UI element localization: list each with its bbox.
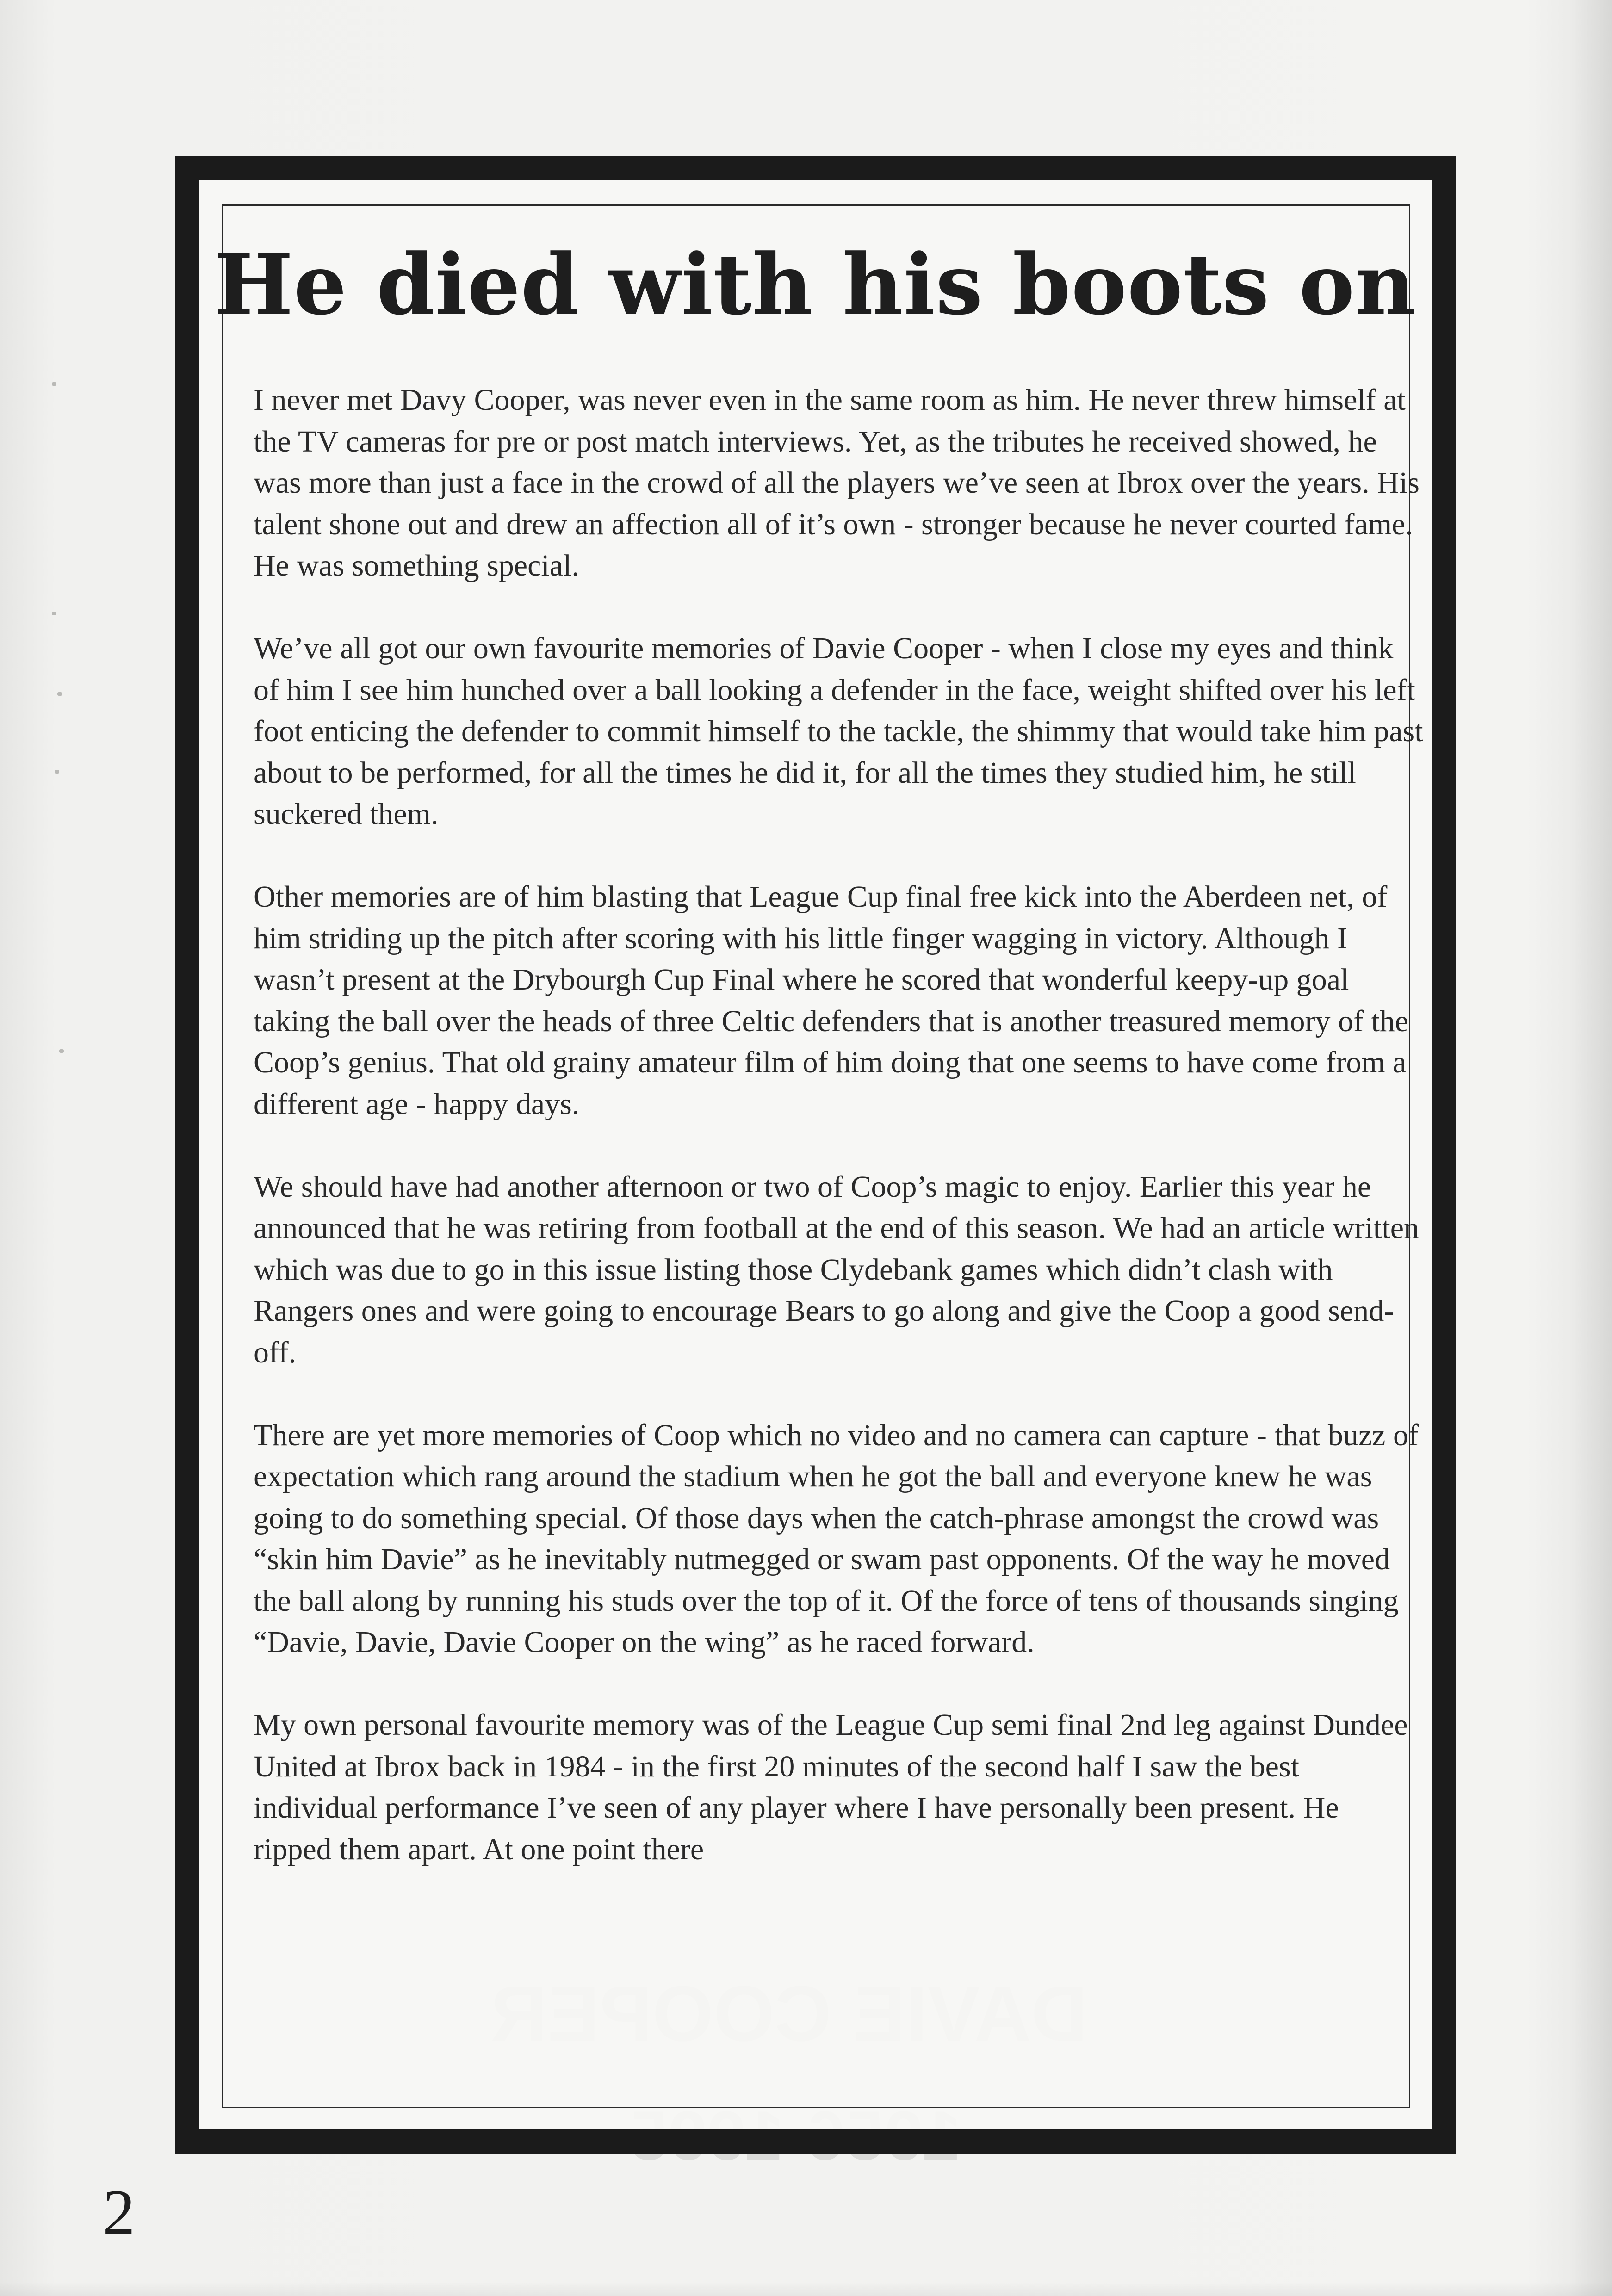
article-paragraph: We should have had another afternoon or two of Coop’s magic to enjoy. Earlier this year he announced that he was retiring from football at the end of this season. We had an article written which was due to go in this issue listing those Clydebank games which didn’t clash with Rangers ones and were going to encourage Bears to go along and give the Coop a good send-off. bbox=[254, 1170, 1419, 1369]
article-paragraph: There are yet more memories of Coop which no video and no camera can capture - that buzz of expectation which rang around the stadium when he got the ball and everyone knew he was going to do something special. Of those days when the catch-phrase amongst the crowd was “skin him Davie” as he inevitably nutmegged or swam past opponents. Of the way he moved the ball along by running his studs over the top of it. Of the force of tens of thousands singing “Davie, Davie, Davie Cooper on the wing” as he raced forward. bbox=[254, 1418, 1419, 1659]
article-body bbox=[254, 379, 1424, 1870]
article-paragraph: We’ve all got our own favourite memories of Davie Cooper - when I close my eyes and think of him I see him hunched over a ball looking a defender in the face, weight shifted over his left foot enticing the defender to commit himself to the tackle, the shimmy that would take him past about to be performed, for all the times he did it, for all the times they studied him, he still suckered them. bbox=[254, 631, 1423, 831]
article-title: He died with his boots on bbox=[214, 236, 1416, 334]
article-paragraph: I never met Davy Cooper, was never even in the same room as him. He never threw himself at the TV cameras for pre or post match interviews. Yet, as the tributes he received showed, he was more than just a face in the crowd of all the players we’ve seen at Ibrox over the years. His talent shone out and drew an affection all of it’s own - stronger because he never courted fame. He was something special. bbox=[254, 383, 1420, 582]
margin-speck bbox=[52, 612, 56, 615]
article-paragraph: Other memories are of him blasting that League Cup final free kick into the Aberdeen net, of him striding up the pitch after scoring with his little finger wagging in victory. Although I wasn’t present at the Drybourgh Cup Final where he scored that wonderful keepy-up goal taking the ball over the heads of three Celtic defenders that is another treasured memory of the Coop’s genius. That old grainy amateur film of him doing that one seems to have come from a different age - happy days. bbox=[254, 880, 1409, 1121]
margin-speck bbox=[55, 770, 59, 774]
article-paragraph: My own personal favourite memory was of the League Cup semi final 2nd leg against Dundee United at Ibrox back in 1984 - in the first 20 minutes of the second half I saw the best individual performance I’ve seen of any player where I have personally been present. He ripped them apart. At one point there bbox=[254, 1708, 1408, 1866]
page-edge-shadow bbox=[1570, 0, 1612, 2296]
article-frame bbox=[175, 156, 1456, 2154]
margin-speck bbox=[59, 1049, 64, 1053]
margin-speck bbox=[57, 692, 62, 696]
page-bottom-shadow bbox=[0, 2282, 1612, 2296]
page-number: 2 bbox=[103, 2177, 135, 2248]
margin-speck bbox=[52, 382, 56, 386]
